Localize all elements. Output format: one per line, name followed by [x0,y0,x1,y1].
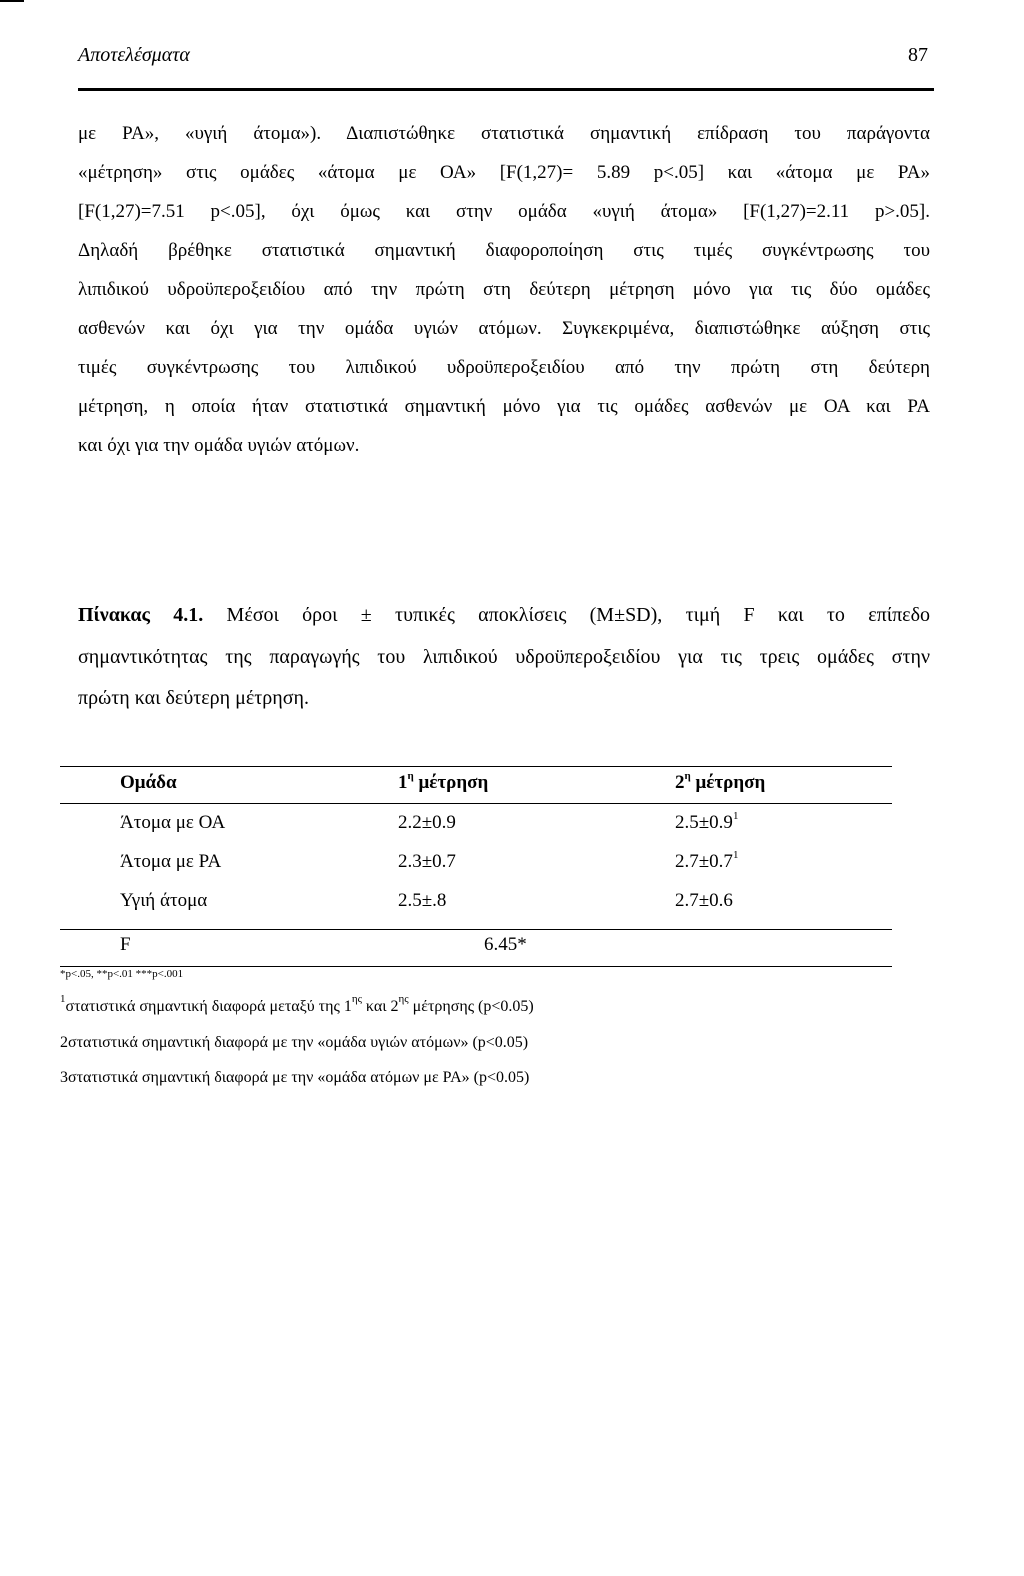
row-2-group: Άτομα με ΡΑ [120,851,222,872]
note-2: 2στατιστικά σημαντική διαφορά με την «ομάδα υγιών ατόμων» (p<0.05) [60,1034,529,1051]
table-body-rule [60,929,892,930]
page-number: 87 [908,44,928,66]
chapter-title: Αποτελέσματα [78,44,190,66]
note-3: 3στατιστικά σημαντική διαφορά με την «ομάδα ατόμων με ΡΑ» (p<0.05) [60,1069,530,1086]
body-line: μέτρηση, η οποία ήταν στατιστικά σημαντική μόνο για τις ομάδες ασθενών με ΟΑ και ΡΑ [78,396,930,417]
body-line: «μέτρηση» στις ομάδες «άτομα με ΟΑ» [F(1,27)= 5.89 p<.05] και «άτομα με ΡΑ» [78,162,930,183]
header-measurement-1: $1^\eta$ μέτρηση [398,770,489,793]
row-3-measurement-1: 2.5±.8 [398,890,447,911]
row-2-measurement-2: $2.7\pm 0.7^1$ [675,849,739,872]
page-header [78,44,928,74]
body-paragraph [78,114,930,465]
row-3-measurement-2: 2.7±0.6 [675,890,733,911]
f-row-value: 6.45* [484,934,527,955]
body-line: τιμές συγκέντρωσης του λιπιδικού υδροϋπεροξειδίου από την πρώτη στη δεύτερη [78,357,930,378]
caption-line: σημαντικότητας της παραγωγής του λιπιδικού υδροϋπεροξειδίου για τις τρεις ομάδες στην [78,645,930,668]
row-3-group: Υγιή άτομα [120,890,208,911]
table-top-rule [60,766,892,767]
body-line: με ΡΑ», «υγιή άτομα»). Διαπιστώθηκε στατιστικά σημαντική επίδραση του παράγοντα [78,123,930,144]
table-label: Πίνακας 4.1. [78,604,204,626]
row-1-measurement-2: $2.5\pm 0.9^1$ [675,810,739,833]
body-line: Δηλαδή βρέθηκε στατιστικά σημαντική διαφοροποίηση στις τιμές συγκέντρωσης του [78,240,930,261]
header-measurement-2: $2^\eta$ μέτρηση [675,770,766,793]
header-group: Ομάδα [120,772,177,793]
header-rule [78,88,934,91]
body-line: ασθενών και όχι για την ομάδα υγιών ατόμων. Συγκεκριμένα, διαπιστώθηκε αύξηση στις [78,318,930,339]
significance-legend: *p<.05, **p<.01 ***p<.001 [60,968,184,980]
note-1: $^1$στατιστικά σημαντική διαφορά μεταξύ της $1^{\eta\varsigma}$ και $2^{\eta\varsigma}$ μέτρησης (p<0.05) [60,993,534,1015]
body-line: λιπιδικού υδροϋπεροξειδίου από την πρώτη στη δεύτερη μέτρηση μόνο για τις δύο ομάδες [78,279,930,300]
table-header-rule [60,803,892,804]
table-bottom-rule [60,966,892,967]
caption-line [78,595,930,637]
table-caption [78,595,930,720]
row-1-measurement-1: 2.2±0.9 [398,812,456,833]
f-row-label: F [120,934,131,955]
body-line: [F(1,27)=7.51 p<.05], όχι όμως και στην ομάδα «υγιή άτομα» [F(1,27)=2.11 p>.05]. [78,201,930,222]
corner-scan-mark [0,0,24,2]
row-2-measurement-1: 2.3±0.7 [398,851,456,872]
caption-text: Μέσοι όροι ± τυπικές αποκλίσεις (M±SD), τιμή F και το επίπεδο [226,604,930,626]
caption-line: πρώτη και δεύτερη μέτρηση. [78,687,309,709]
row-1-group: Άτομα με ΟΑ [120,812,226,833]
body-line: και όχι για την ομάδα υγιών ατόμων. [78,435,360,456]
